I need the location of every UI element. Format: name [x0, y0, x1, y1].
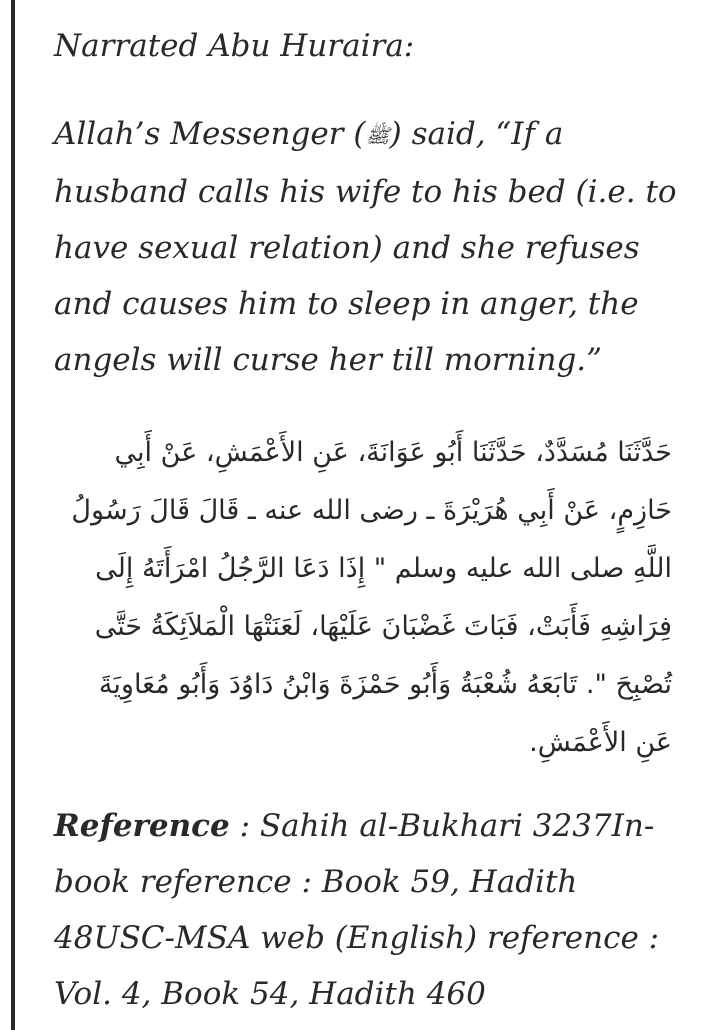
reference-text: : Sahih al-Bukhari 3237In-book reference : Book 59, Hadith 48USC-MSA web (English) reference : Vol. 4, Book 54, Hadith 460: [54, 807, 660, 1012]
reference-label: Reference: [54, 807, 230, 844]
blockquote-bar: [11, 0, 15, 1030]
english-text-end: ) said, “If a husband calls his wife to his bed (i.e. to have sexual relation) and she refuses and causes him to sleep in anger, the angels will curse her till morning.”: [54, 116, 677, 378]
english-text-start: Allah’s Messenger (: [54, 116, 366, 152]
hadith-blockquote: [54, 18, 679, 1022]
reference-line: [54, 798, 679, 1022]
arabic-text: حَدَّثَنَا مُسَدَّدٌ، حَدَّثَنَا أَبُو عَوَانَةَ، عَنِ الأَعْمَشِ، عَنْ أَبِي حَازِمٍ، عَنْ أَبِي هُرَيْرَةَ ـ رضى الله عنه ـ قَالَ قَالَ رَسُولُ اللَّهِ صلى الله عليه وسلم ‏"‏ إِذَا دَعَا الرَّجُلُ امْرَأَتَهُ إِلَى فِرَاشِهِ فَأَبَتْ، فَبَاتَ غَضْبَانَ عَلَيْهَا، لَعَنَتْهَا الْمَلاَئِكَةُ حَتَّى تُصْبِحَ ‏"‏‏.‏ تَابَعَهُ شُعْبَةُ وَأَبُو حَمْزَةَ وَابْنُ دَاوُدَ وَأَبُو مُعَاوِيَةَ عَنِ الأَعْمَشِ‏.‏: [71, 436, 672, 758]
narrator-line: Narrated Abu Huraira:: [54, 28, 415, 64]
english-translation: [54, 106, 679, 388]
salutation-icon: ﷺ: [365, 123, 390, 148]
